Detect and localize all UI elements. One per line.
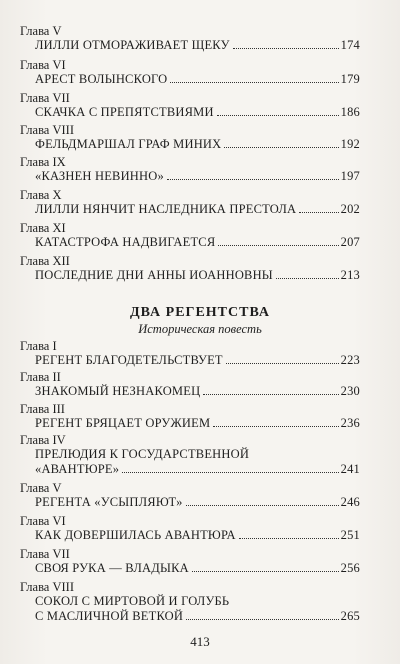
chapter-title: СВОЯ РУКА — ВЛАДЫКА <box>35 561 189 575</box>
page-ref: 223 <box>340 353 360 367</box>
chapter-label: Глава II <box>20 370 61 384</box>
chapter-label: Глава VI <box>20 514 66 528</box>
page-ref: 236 <box>340 416 360 430</box>
chapter-title: «АВАНТЮРЕ» <box>35 462 120 476</box>
chapter-title: РЕГЕНТ БЛАГОДЕТЕЛЬСТВУЕТ <box>35 353 223 367</box>
toc-line <box>35 105 360 120</box>
dot-leader <box>218 235 338 246</box>
dot-leader <box>233 38 339 49</box>
toc-line <box>35 416 360 431</box>
dot-leader <box>122 462 338 473</box>
toc-entry <box>20 188 360 217</box>
chapter-label: Глава VII <box>20 547 70 561</box>
dot-leader <box>186 495 339 506</box>
page-ref: 251 <box>340 528 360 542</box>
dot-leader <box>186 609 339 620</box>
page-ref: 256 <box>340 561 360 575</box>
toc-entry <box>20 433 360 477</box>
toc-entry <box>20 339 360 368</box>
toc-entry <box>20 481 360 510</box>
dot-leader <box>167 169 339 180</box>
chapter-label: Глава VII <box>20 91 70 105</box>
toc-entry <box>20 123 360 152</box>
toc-line <box>35 202 360 217</box>
toc-line <box>35 462 360 477</box>
page-ref: 179 <box>340 72 360 86</box>
toc-entry <box>20 91 360 120</box>
chapter-title: СКАЧКА С ПРЕПЯТСТВИЯМИ <box>35 105 214 119</box>
chapter-title: ФЕЛЬДМАРШАЛ ГРАФ МИНИХ <box>35 137 222 151</box>
chapter-label: Глава IV <box>20 433 66 447</box>
chapter-title: РЕГЕНТА «УСЫПЛЯЮТ» <box>35 495 183 509</box>
toc-line <box>35 353 360 368</box>
dot-leader <box>217 105 339 116</box>
toc-line <box>35 169 360 184</box>
chapter-title: РЕГЕНТ БРЯЦАЕТ ОРУЖИЕМ <box>35 416 211 430</box>
toc-line <box>35 495 360 510</box>
chapter-label: Глава III <box>20 402 65 416</box>
page-ref: 246 <box>340 495 360 509</box>
chapter-title: КАТАСТРОФА НАДВИГАЕТСЯ <box>35 235 216 249</box>
dot-leader <box>299 202 338 213</box>
chapter-label: Глава XI <box>20 221 66 235</box>
dot-leader <box>203 384 338 395</box>
toc-entry <box>20 402 360 431</box>
chapter-label: Глава VIII <box>20 123 74 137</box>
toc-entry <box>20 547 360 576</box>
toc-entry <box>20 155 360 184</box>
toc-entry <box>20 58 360 87</box>
toc-line <box>35 268 360 283</box>
toc-entry <box>20 514 360 543</box>
toc-line <box>35 384 360 399</box>
page-ref: 174 <box>340 38 360 52</box>
chapter-label: Глава I <box>20 339 57 353</box>
toc-entry <box>20 254 360 283</box>
dot-leader <box>226 353 339 364</box>
chapter-title: ЗНАКОМЫЙ НЕЗНАКОМЕЦ <box>35 384 201 398</box>
toc-line <box>35 561 360 576</box>
chapter-title-line1: СОКОЛ С МИРТОВОЙ И ГОЛУБЬ <box>35 594 230 608</box>
chapter-label: Глава V <box>20 24 62 38</box>
page-ref: 241 <box>340 462 360 476</box>
chapter-title: С МАСЛИЧНОЙ ВЕТКОЙ <box>35 609 184 623</box>
toc-line <box>35 38 360 53</box>
section-title: ДВА РЕГЕНТСТВА <box>129 305 271 320</box>
chapter-title: ЛИЛЛИ ОТМОРАЖИВАЕТ ЩЕКУ <box>35 38 230 52</box>
page-ref: 202 <box>340 202 360 216</box>
dot-leader <box>224 137 338 148</box>
page-ref: 207 <box>340 235 360 249</box>
page-ref: 192 <box>340 137 360 151</box>
toc-entry <box>20 370 360 399</box>
dot-leader <box>276 268 339 279</box>
section-subtitle: Историческая повесть <box>138 322 262 336</box>
toc-line <box>35 528 360 543</box>
chapter-label: Глава XII <box>20 254 70 268</box>
chapter-title: «КАЗНЕН НЕВИННО» <box>35 169 164 183</box>
page-ref: 230 <box>340 384 360 398</box>
chapter-label: Глава VIII <box>20 580 74 594</box>
chapter-title: ЛИЛЛИ НЯНЧИТ НАСЛЕДНИКА ПРЕСТОЛА <box>35 202 297 216</box>
chapter-label: Глава IX <box>20 155 66 169</box>
dot-leader <box>192 561 339 572</box>
toc-line <box>35 609 360 624</box>
toc-entry <box>20 221 360 250</box>
toc-line <box>35 235 360 250</box>
chapter-label: Глава VI <box>20 58 66 72</box>
dot-leader <box>170 72 338 83</box>
toc-entry <box>20 24 360 53</box>
dot-leader <box>213 416 338 427</box>
toc-line <box>35 72 360 87</box>
chapter-label: Глава X <box>20 188 62 202</box>
page-ref: 186 <box>340 105 360 119</box>
chapter-label: Глава V <box>20 481 62 495</box>
toc-line <box>35 137 360 152</box>
chapter-title-line1: ПРЕЛЮДИЯ К ГОСУДАРСТВЕННОЙ <box>35 447 250 461</box>
chapter-title: АРЕСТ ВОЛЫНСКОГО <box>35 72 168 86</box>
chapter-title: КАК ДОВЕРШИЛАСЬ АВАНТЮРА <box>35 528 236 542</box>
chapter-title: ПОСЛЕДНИЕ ДНИ АННЫ ИОАННОВНЫ <box>35 268 273 282</box>
page-ref: 197 <box>340 169 360 183</box>
toc-entry <box>20 580 360 624</box>
dot-leader <box>239 528 339 539</box>
page-ref: 265 <box>340 609 360 623</box>
page-number: 413 <box>190 634 210 649</box>
page-ref: 213 <box>340 268 360 282</box>
